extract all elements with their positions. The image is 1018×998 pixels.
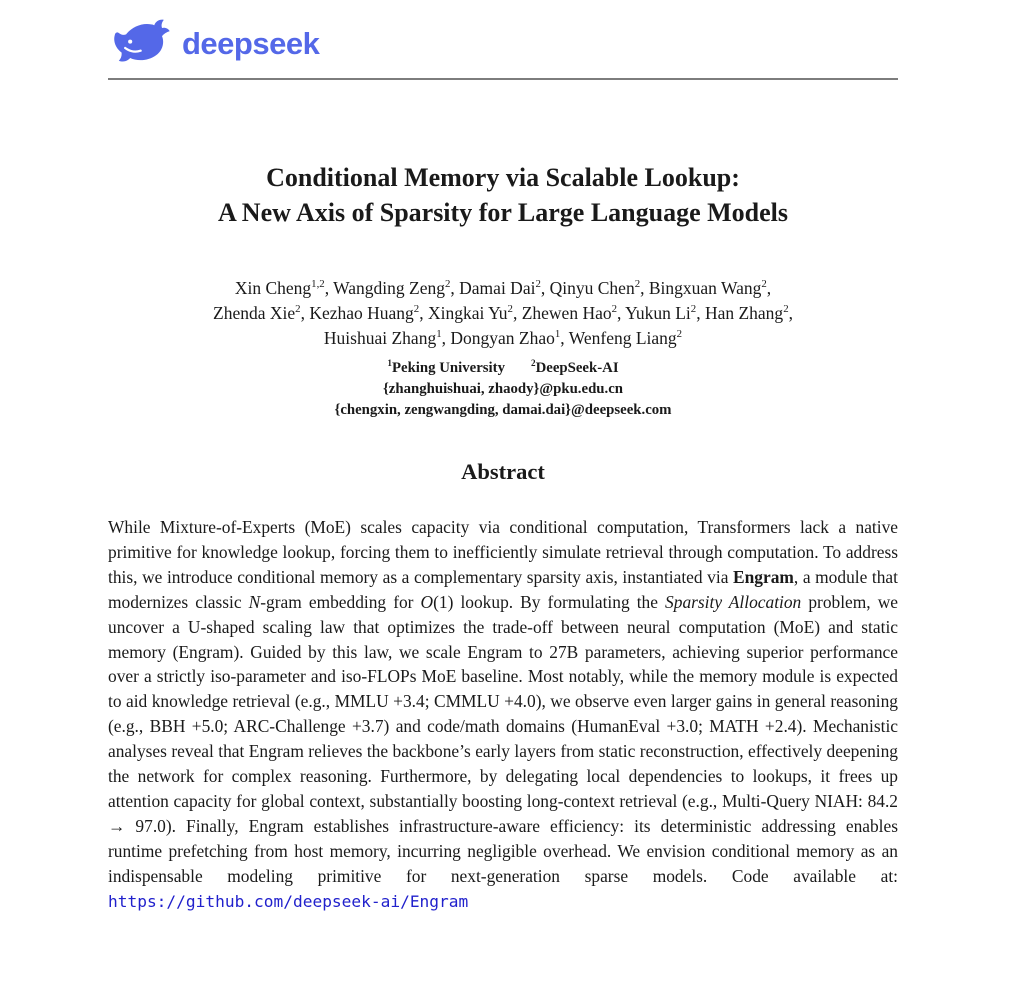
- paper-content: [108, 0, 898, 915]
- email-line-2: {chengxin, zengwangding, damai.dai}@deepseek.com: [334, 402, 672, 418]
- paper-title-line1: Conditional Memory via Scalable Lookup:: [266, 163, 740, 192]
- authors-line-1: Xin Cheng$^{1,2}$, Wangding Zeng$^2$, Damai Dai$^2$, Qinyu Chen$^2$, Bingxuan Wang$^2$,: [234, 278, 772, 298]
- paper-title: [108, 160, 898, 230]
- deepseek-wordmark: deepseek: [182, 25, 320, 61]
- authors-line-2: Zhenda Xie$^2$, Kezhao Huang$^2$, Xingkai Yu$^2$, Zhewen Hao$^2$, Yukun Li$^2$, Han Zhang$^2$,: [213, 303, 793, 323]
- abstract-paragraph: While Mixture-of-Experts (MoE) scales capacity via conditional computation, Transformers lack a native primitive for knowledge lookup, forcing them to inefficiently simulate retrieval through computation. To address this, we introduce conditional memory as a complementary sparsity axis, instantiated via Engram, a module that modernizes classic N-gram embedding for O(1) lookup. By formulating the Sparsity Allocation problem, we uncover a U-shaped scaling law that optimizes the trade-off between neural computation (MoE) and static memory (Engram). Guided by this law, we scale Engram to 27B parameters, achieving superior performance over a strictly iso-parameter and iso-FLOPs MoE baseline. Most notably, while the memory module is expected to aid knowledge retrieval (e.g., MMLU +3.4; CMMLU +4.0), we observe even larger gains in general reasoning (e.g., BBH +5.0; ARC-Challenge +3.7) and code/math domains (HumanEval +3.0; MATH +2.4). Mechanistic analyses reveal that Engram relieves the backbone’s early layers from static reconstruction, effectively deepening the network for complex reasoning. Furthermore, by delegating local dependencies to lookups, it frees up attention capacity for global context, substantially boosting long-context retrieval (e.g., Multi-Query NIAH: 84.2 → 97.0). Finally, Engram establishes infrastructure-aware efficiency: its deterministic addressing enables runtime prefetching from host memory, incurring negligible overhead. We envision conditional memory as an indispensable modeling primitive for next-generation sparse models. Code available at: https://github.com/deepseek-ai/Engram: [108, 517, 898, 911]
- authors-line-3: Huishuai Zhang$^1$, Dongyan Zhao$^1$, Wenfeng Liang$^2$: [323, 328, 683, 348]
- deepseek-logo: [108, 0, 898, 70]
- abstract-heading: Abstract: [461, 459, 545, 484]
- email-line-1: {zhanghuishuai, zhaody}@pku.edu.cn: [382, 381, 624, 397]
- affiliations: $^1$Peking University $^2$DeepSeek-AI: [387, 358, 619, 376]
- header-divider: [108, 78, 898, 80]
- author-list: [108, 276, 898, 351]
- code-repo-link[interactable]: https://github.com/deepseek-ai/Engram: [108, 891, 469, 911]
- paper-title-line2: A New Axis of Sparsity for Large Language Models: [217, 198, 789, 227]
- whale-icon: [110, 18, 174, 68]
